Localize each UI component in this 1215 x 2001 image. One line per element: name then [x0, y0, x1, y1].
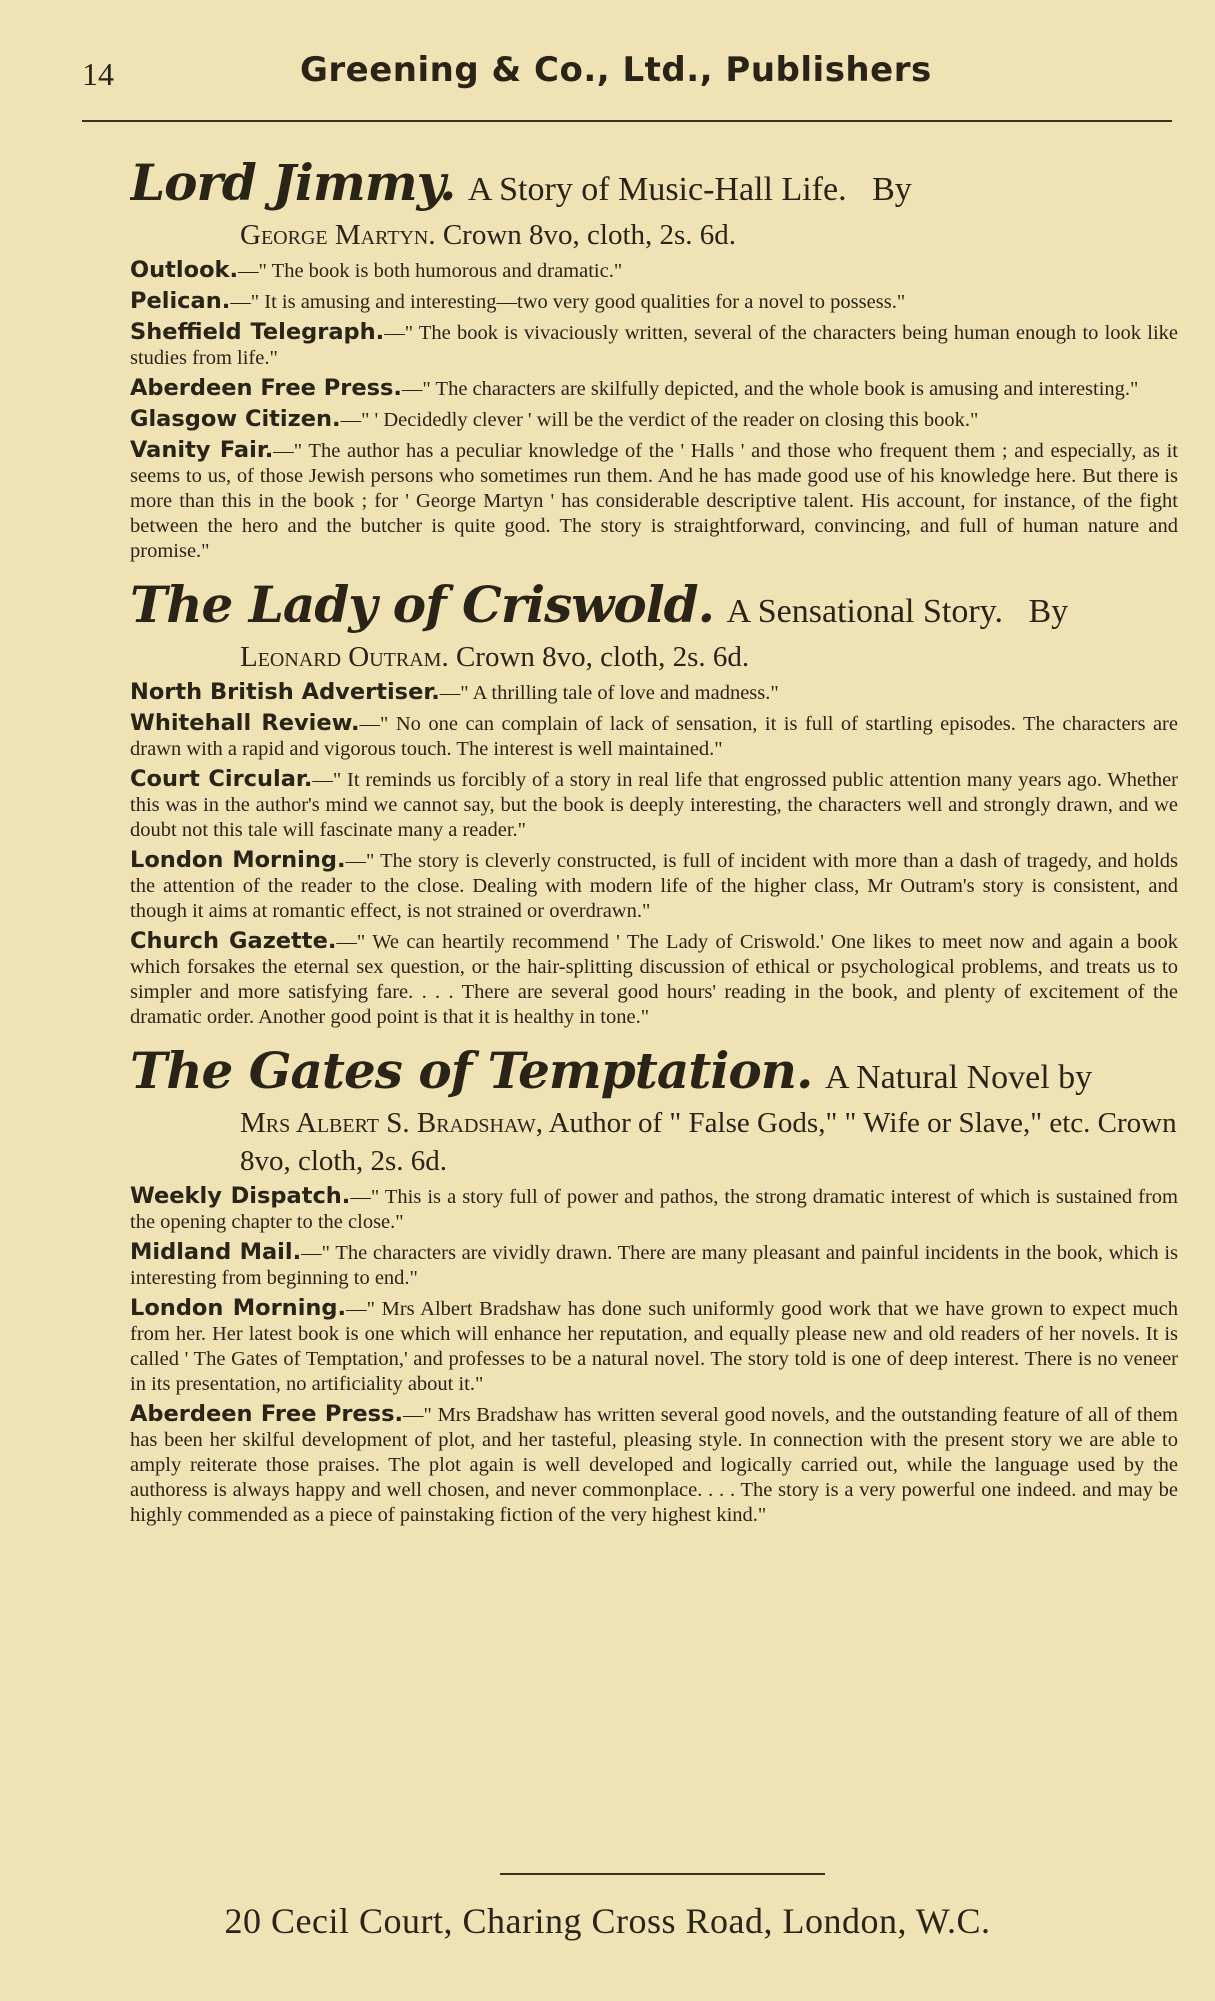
review-text: —" The book is both humorous and dramatic.": [238, 260, 623, 282]
review: [130, 711, 1178, 762]
review-source: Whitehall Review.: [130, 710, 360, 736]
review-text: —" The author has a peculiar knowledge of the ' Halls ' and those who frequent them ; and especially, as it seems to us, of those Jewish persons who sometimes run them. And he has made good use of his knowledge here. But there is more than this in the book ; for ' George Martyn ' has considerable descriptive talent. His account, for instance, of the fight between the hero and the butcher is quite good. The story is straightforward, convincing, and full of human nature and promise.": [130, 440, 1178, 562]
review-text: —" The story is cleverly constructed, is full of incident with more than a dash of tragedy, and holds the attention of the reader to the close. Dealing with modern life of the higher class, Mr Outram's story is consistent, and though it aims at romantic effect, is not strained or overdrawn.": [130, 850, 1179, 922]
author-line: [130, 638, 1178, 676]
review: [130, 767, 1178, 843]
review: [130, 407, 1178, 433]
review: [130, 929, 1178, 1030]
review-source: North British Advertiser.: [130, 679, 440, 705]
book-entry-lord-jimmy: [130, 150, 1178, 564]
book-description: A Story of Music-Hall Life. By: [467, 171, 912, 208]
review-text: —" Mrs Bradshaw has written several good novels, and the outstanding feature of all of them has been her skilful development of plot, and her tasteful, pleasing style. In connection with the present story we are able to amply reiterate those praises. The plot again is well developed and logically carried out, while the language used by the authoress is always happy and well chosen, and never commonplace. . . . The story is a very powerful one indeed. and may be highly commended as a piece of painstaking fiction of the very highest kind.": [130, 1404, 1178, 1526]
page-header: [82, 44, 1172, 94]
review-text: —" ' Decidedly clever ' will be the verdict of the reader on closing this book.": [340, 409, 979, 431]
book-entry-gates-of-temptation: [130, 1038, 1178, 1528]
review-source: Vanity Fair.: [130, 437, 274, 463]
review-text: —" This is a story full of power and pathos, the strong dramatic interest of which is sustained from the opening chapter to the close.": [130, 1186, 1178, 1233]
review-text: —" We can heartily recommend ' The Lady of Criswold.' One likes to meet now and again a book which forsakes the eternal sex question, or the hair-splitting discussion of ethical or psychological problems, and treats us to simpler and more satisfying fare. . . . There are several good hours' reading in the book, and plenty of excitement of the dramatic order. Another good point is that it is healthy in tone.": [130, 931, 1178, 1028]
header-rule: [82, 120, 1172, 122]
footer-rule: [500, 1873, 825, 1875]
book-title: The Lady of Criswold.: [130, 575, 715, 634]
page-number: 14: [82, 56, 114, 92]
review-source: London Morning.: [130, 1295, 347, 1321]
review: [130, 848, 1178, 924]
review-source: Midland Mail.: [130, 1239, 302, 1265]
review-source: Court Circular.: [130, 766, 313, 792]
review-source: Pelican.: [130, 288, 231, 314]
edition-info: Crown 8vo, cloth, 2s. 6d.: [442, 219, 737, 251]
review-text: —" The book is vivaciously written, several of the characters being human enough to look like studies from life.": [130, 322, 1178, 369]
review-source: Aberdeen Free Press.: [130, 1401, 404, 1427]
review-source: Aberdeen Free Press.: [130, 375, 402, 401]
review-source: Outlook.: [130, 257, 239, 283]
review: [130, 1402, 1178, 1528]
review: [130, 1184, 1178, 1235]
review: [130, 1240, 1178, 1291]
edition-info: Author of " False Gods," " Wife or Slave," etc. Crown 8vo, cloth, 2s. 6d.: [240, 1107, 1177, 1177]
book-title: Lord Jimmy.: [130, 153, 456, 212]
author-name: Leonard Outram.: [240, 641, 449, 673]
review-text: —" It reminds us forcibly of a story in real life that engrossed public attention many years ago. Whether this was in the author's mind we cannot say, but the book is deeply interesting, the characters well and strongly drawn, and we doubt not this tale will fascinate many a reader.": [130, 769, 1179, 841]
review: [130, 258, 1178, 284]
book-entry-lady-of-criswold: [130, 572, 1178, 1030]
review-source: Sheffield Telegraph.: [130, 319, 385, 345]
review-text: —" The characters are skilfully depicted, and the whole book is amusing and interesting.": [401, 378, 1139, 400]
review: [130, 376, 1178, 402]
author-line: [130, 1104, 1178, 1180]
author-name: Mrs Albert S. Bradshaw,: [240, 1107, 543, 1139]
book-title-line: [130, 1038, 1178, 1104]
book-title-line: [130, 150, 1178, 216]
book-description: A Sensational Story. By: [726, 593, 1069, 630]
review-text: —" The characters are vividly drawn. There are many pleasant and painful incidents in the book, which is interesting from beginning to end.": [130, 1242, 1179, 1289]
review-source: London Morning.: [130, 847, 346, 873]
review-text: —" Mrs Albert Bradshaw has done such uniformly good work that we have grown to expect much from her. Her latest book is one which will enhance her reputation, and equally please new and old readers of her novels. It is called ' The Gates of Temptation,' and professes to be a natural novel. The story told is one of deep interest. There is no veneer in its presentation, no artificiality about it.": [130, 1298, 1178, 1395]
review: [130, 1296, 1178, 1397]
review-source: Weekly Dispatch.: [130, 1183, 351, 1209]
book-listings: [130, 150, 1178, 1536]
book-description: A Natural Novel by: [824, 1059, 1093, 1096]
review: [130, 438, 1178, 564]
book-title-line: [130, 572, 1178, 638]
author-line: [130, 216, 1178, 254]
review: [130, 289, 1178, 315]
review-text: —" A thrilling tale of love and madness.": [439, 682, 779, 704]
publisher-address: 20 Cecil Court, Charing Cross Road, London, W.C.: [224, 1901, 991, 1941]
review: [130, 320, 1178, 371]
book-title: The Gates of Temptation.: [130, 1041, 813, 1100]
review-text: —" No one can complain of lack of sensation, it is full of startling episodes. The characters are drawn with a rapid and vigorous touch. The interest is well maintained.": [130, 713, 1178, 760]
review-source: Church Gazette.: [130, 928, 337, 954]
review-source: Glasgow Citizen.: [130, 406, 341, 432]
running-title: Greening & Co., Ltd., Publishers: [300, 50, 932, 90]
review: [130, 680, 1178, 706]
review-text: —" It is amusing and interesting—two very good qualities for a novel to possess.": [230, 291, 906, 313]
edition-info: Crown 8vo, cloth, 2s. 6d.: [455, 641, 750, 673]
author-name: George Martyn.: [240, 219, 436, 251]
